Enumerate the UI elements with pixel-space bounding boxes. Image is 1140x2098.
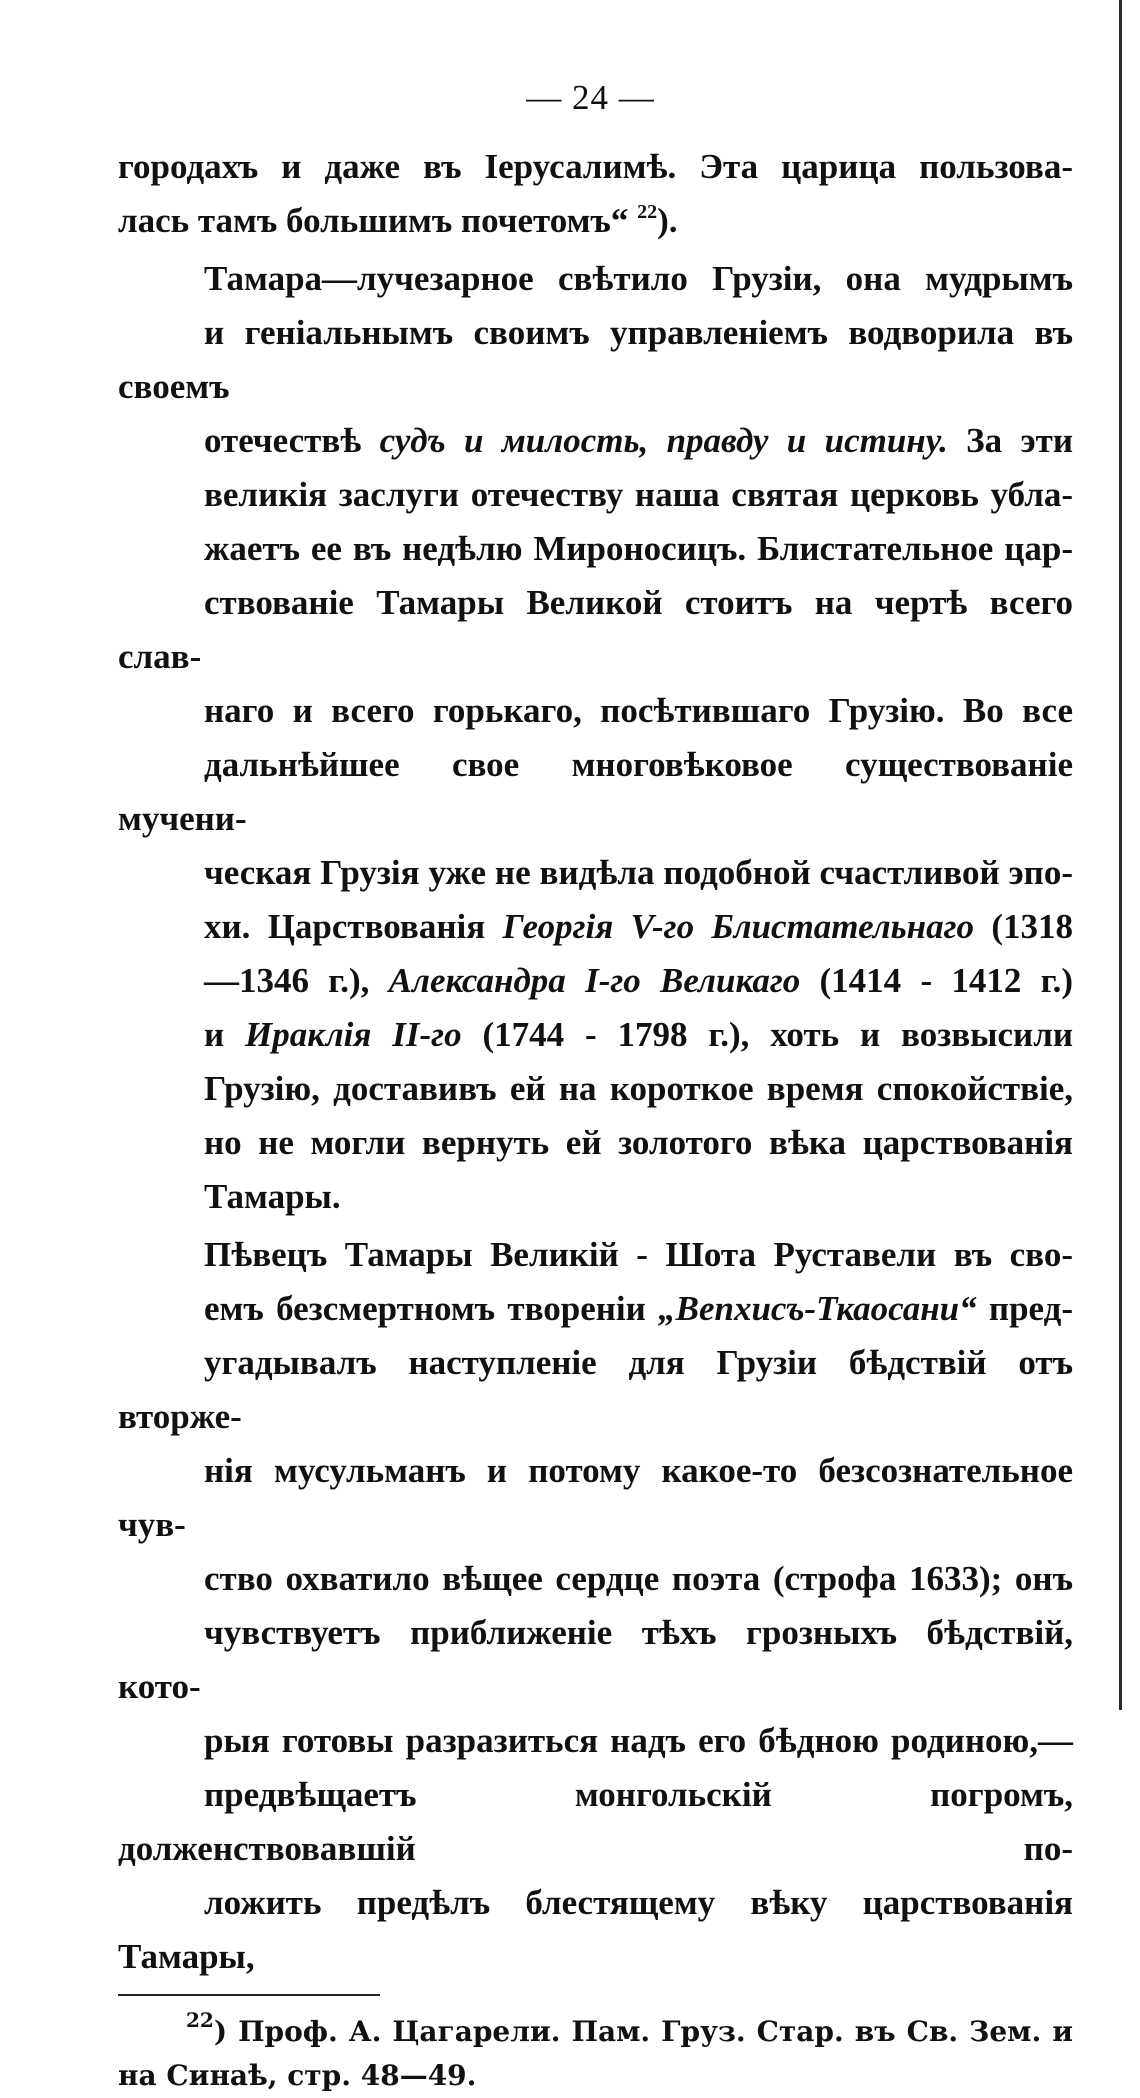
text-line: угадывалъ наступленіе для Грузіи бѣдствій отъ вторже- [118, 1343, 1073, 1436]
text-line: нія мусульманъ и потому какое-то безсознательное чув- [118, 1451, 1073, 1544]
text-line: Тамары. [204, 1177, 341, 1216]
text-line: ческая Грузія уже не видѣла подобной счастливой эпо- [204, 853, 1073, 892]
text-line: жаетъ ее въ недѣлю Мироносицъ. Блистательное цар- [204, 529, 1073, 568]
text-segment: (1318 [974, 907, 1073, 946]
footnote-ref: 22 [637, 201, 658, 223]
text-segment: отечествѣ [204, 421, 380, 460]
italic-name: Ираклія II-го [245, 1015, 462, 1054]
text-line [118, 1008, 1073, 1062]
text-segment: лась тамъ большимъ почетомъ“ [118, 201, 638, 240]
text-line: рыя готовы разразиться надъ его бѣдною родиною,— [204, 1721, 1073, 1760]
text-line: и геніальнымъ своимъ управленіемъ водворила въ своемъ [118, 313, 1073, 406]
text-line: но не могли вернуть ей золотого вѣка царствованія [204, 1123, 1073, 1162]
text-line [118, 954, 1073, 1008]
text-line [118, 414, 1073, 468]
text-line: ство охватило вѣщее сердце поэта (строфа 1633); онъ [204, 1559, 1073, 1598]
paragraph-1 [118, 140, 1073, 248]
footnote-line: на Синаѣ, стр. 48—49. [118, 2059, 477, 2092]
text-line: ложить предѣлъ блестящему вѣку царствованія Тамары, [118, 1883, 1073, 1976]
text-line [118, 900, 1073, 954]
text-line: городахъ и даже въ Іерусалимѣ. Эта царица пользова- [118, 147, 1073, 186]
italic-name: Георгія V-го Блистательнаго [502, 907, 975, 946]
text-segment: —1346 г.), [204, 961, 389, 1000]
footnote-line [118, 2010, 1073, 2054]
paragraph-3 [118, 1228, 1073, 1984]
text-line [118, 194, 1073, 248]
text-segment: За эти [947, 421, 1073, 460]
page-number: — 24 — [526, 78, 655, 117]
text-line: Пѣвецъ Тамары Великій - Шота Руставели въ сво- [204, 1235, 1073, 1274]
text-segment: хи. Царствованія [204, 907, 503, 946]
text-line: ствованіе Тамары Великой стоитъ на чертѣ всего слав- [118, 583, 1073, 676]
text-line: дальнѣйшее свое многовѣковое существованіе мучени- [118, 745, 1073, 838]
text-line: Тамара—лучезарное свѣтило Грузіи, она мудрымъ [204, 259, 1073, 298]
text-segment: пред- [976, 1289, 1073, 1328]
footnote-mark: 22 [186, 2008, 214, 2032]
text-segment: и [204, 1015, 246, 1054]
book-page [118, 78, 1073, 2098]
italic-name: Александра I-го Великаго [388, 961, 801, 1000]
footnote [118, 2010, 1073, 2098]
text-segment: ). [657, 201, 678, 240]
paragraph-2 [118, 252, 1073, 1224]
italic-phrase: судъ и милость, правду и истину. [379, 421, 948, 460]
text-segment: ) Проф. А. Цагарели. Пам. Груз. Стар. въ Св. Зем. и [213, 2015, 1073, 2048]
text-segment: (1414 - 1412 г.) [800, 961, 1073, 1000]
text-line [118, 1282, 1073, 1336]
text-segment: емъ безсмертномъ твореніи [204, 1289, 659, 1328]
text-line: наго и всего горькаго, посѣтившаго Грузію. Во все [204, 691, 1073, 730]
text-segment: (1744 - 1798 г.), хоть и возвысили [461, 1015, 1074, 1054]
text-line: чувствуетъ приближеніе тѣхъ грозныхъ бѣдствій, кото- [118, 1613, 1073, 1706]
text-line: великія заслуги отечеству наша святая церковь убла- [204, 475, 1073, 514]
text-line: предвѣщаетъ монгольскій погромъ, долженствовавшій по- [118, 1775, 1073, 1868]
text-line: Грузію, доставивъ ей на короткое время спокойствіе, [204, 1069, 1073, 1108]
italic-title: „Вепхисъ-Ткаосани“ [658, 1289, 977, 1328]
page-edge-rule [1119, 0, 1122, 1710]
footnote-rule [118, 1994, 380, 1996]
